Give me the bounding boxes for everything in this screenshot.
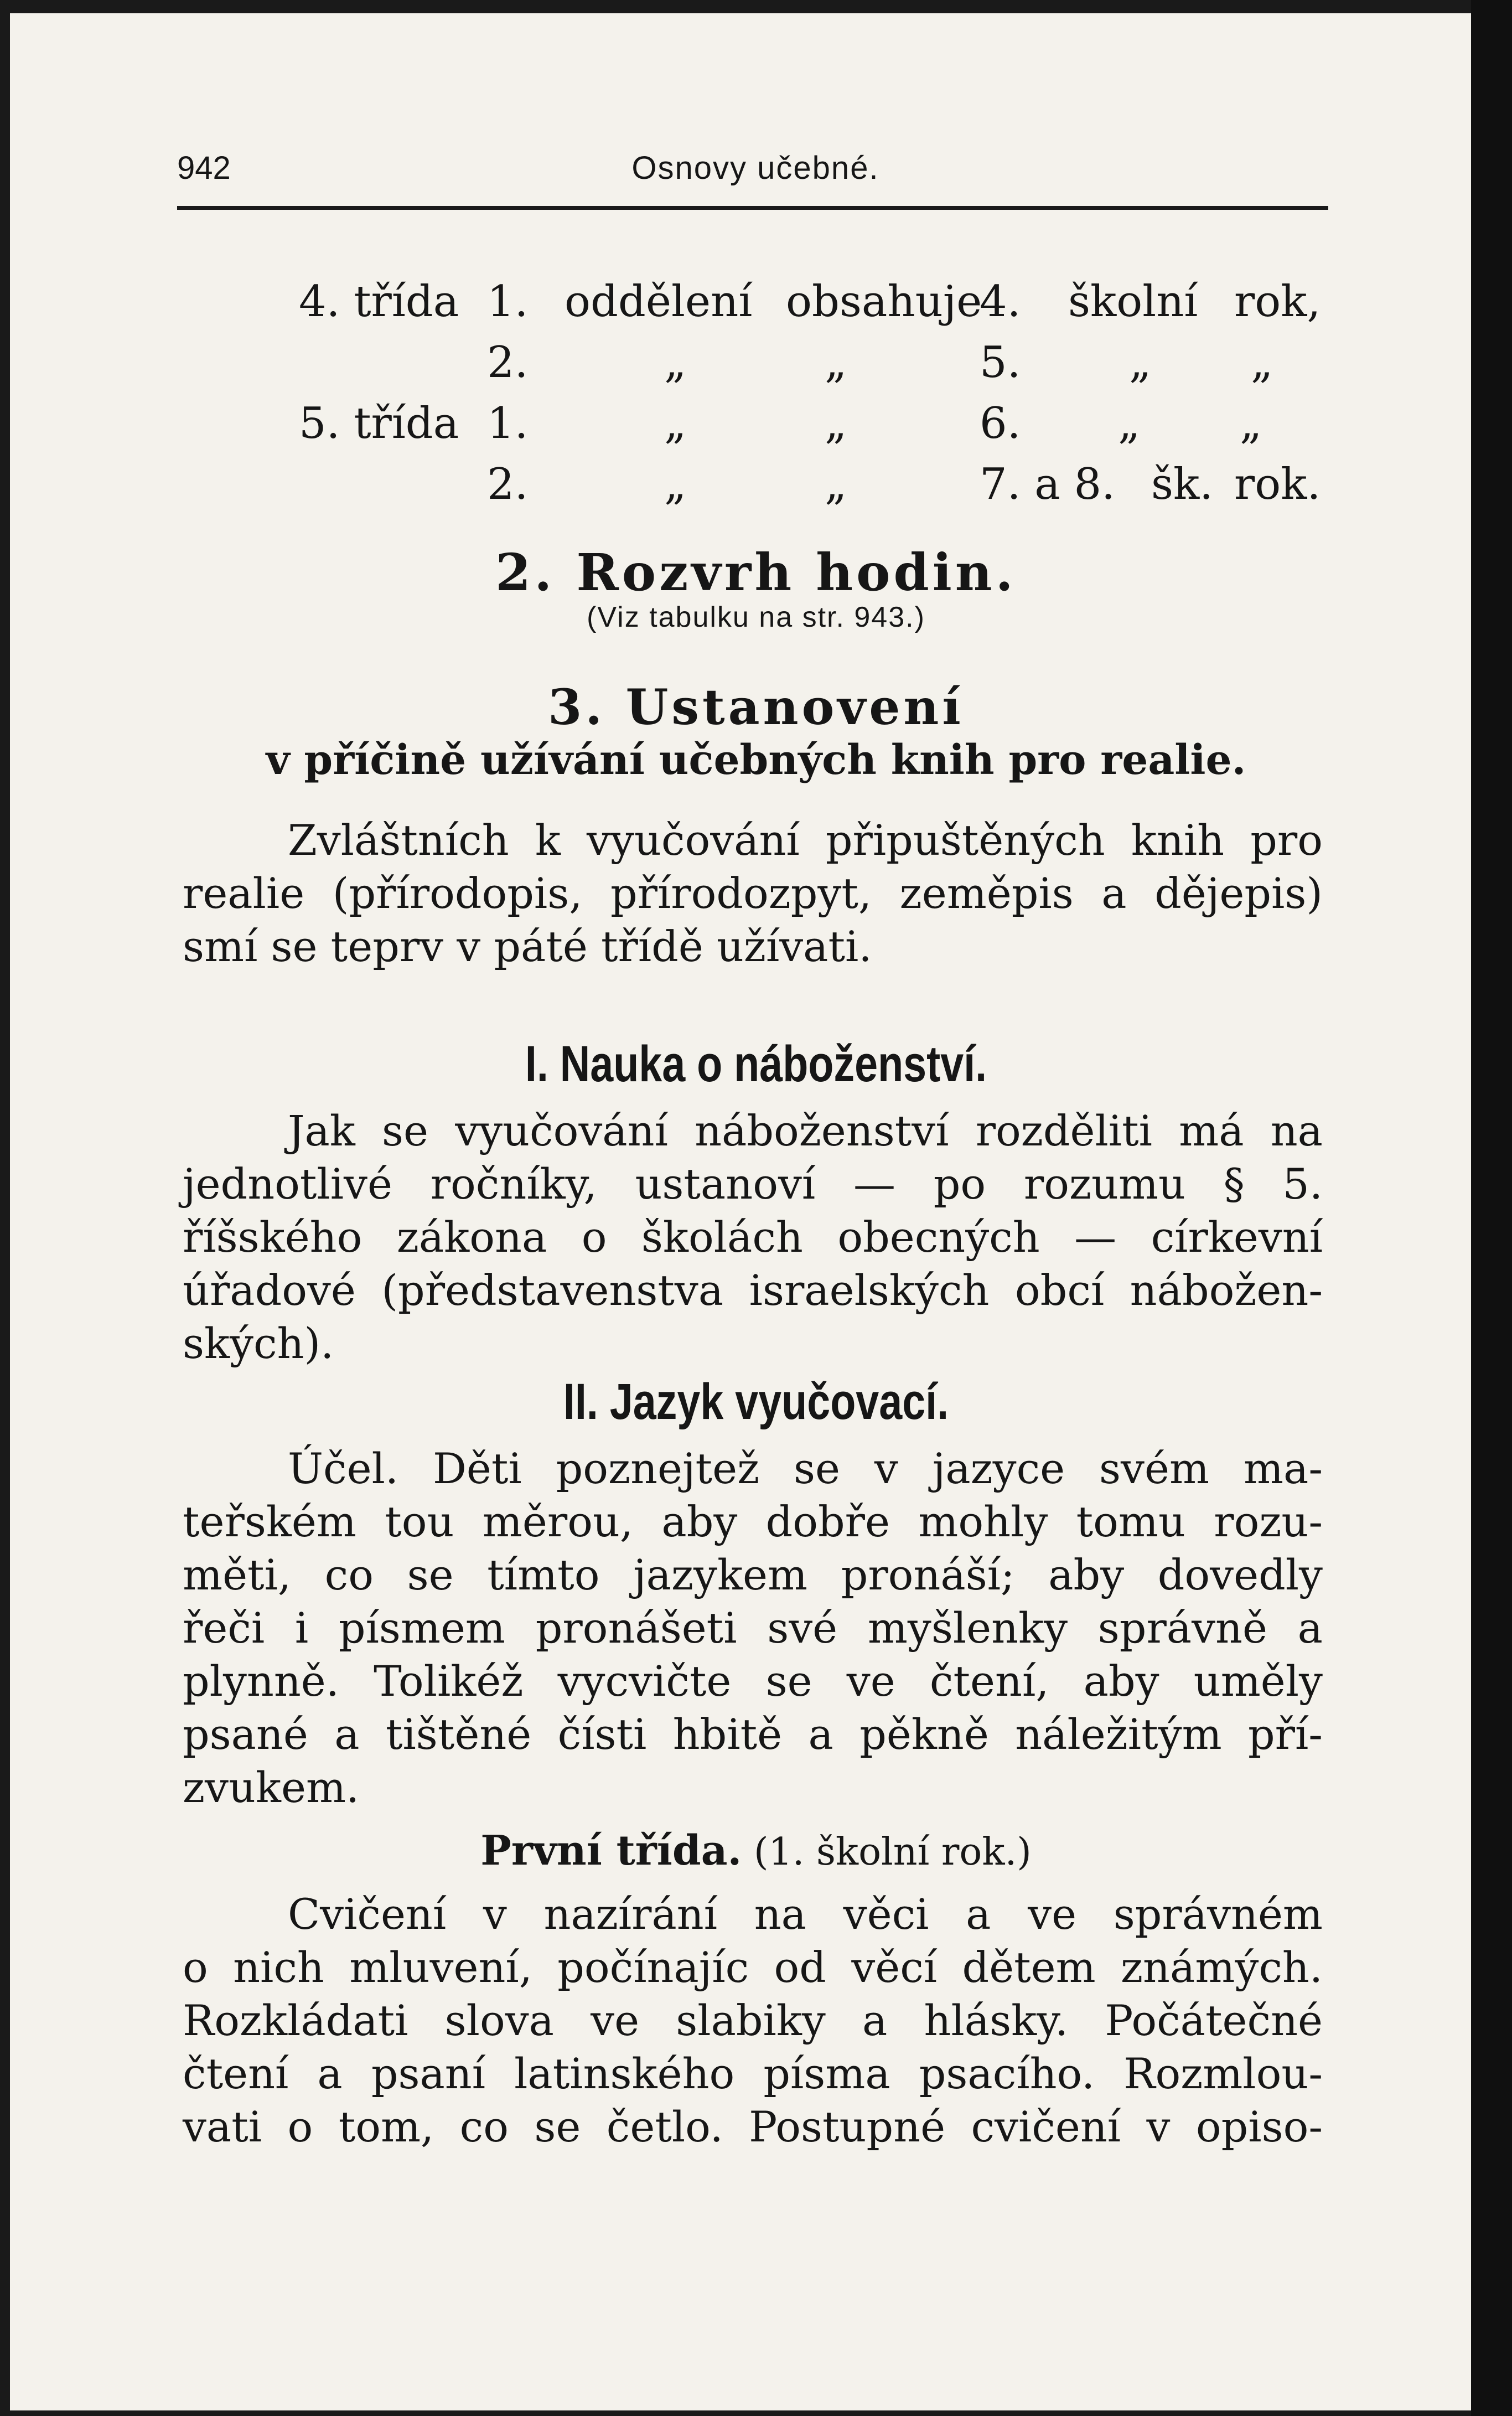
text-line: smí se teprv v páté třídě užívati. bbox=[183, 922, 872, 971]
sectionI-title: I. Nauka o náboženství. bbox=[525, 1036, 987, 1092]
text-line: Cvičení v nazírání na věci a ve správném bbox=[288, 1890, 1323, 1939]
table-cell: školní bbox=[1068, 277, 1198, 327]
table-cell: „ bbox=[825, 399, 847, 448]
page-number: 942 bbox=[177, 150, 231, 186]
table-cell: obsahuje bbox=[786, 277, 982, 327]
first-class-heading bbox=[0, 1827, 1512, 1875]
sectionII-title: II. Jazyk vyučovací. bbox=[563, 1374, 949, 1430]
sectionII-paragraph bbox=[183, 1442, 1323, 1814]
table-cell: 5. třída bbox=[299, 399, 459, 448]
text-line: ských). bbox=[183, 1319, 334, 1368]
table-cell: 1. bbox=[487, 277, 529, 327]
section3-subtitle: v příčině užívání učebných knih pro realie. bbox=[266, 736, 1246, 784]
section3-title: 3. Ustanovení bbox=[548, 678, 964, 736]
table-cell: 7. a 8. bbox=[980, 460, 1115, 509]
table-cell: „ bbox=[1118, 399, 1141, 448]
page-header bbox=[177, 149, 1334, 194]
text-line: Zvláštních k vyučování připuštěných knih pro bbox=[288, 815, 1323, 865]
table-cell: „ bbox=[1251, 338, 1273, 388]
text-line: Jak se vyučování náboženství rozděliti má na bbox=[288, 1106, 1323, 1155]
text-line: zvukem. bbox=[183, 1763, 360, 1812]
page-edge bbox=[1471, 0, 1512, 2416]
first-class-note: (1. školní rok.) bbox=[753, 1830, 1032, 1874]
table-cell: 4. bbox=[980, 277, 1021, 327]
text-line: Účel. Děti poznejtež se v jazyce svém ma- bbox=[288, 1444, 1323, 1493]
table-cell: rok. bbox=[1234, 460, 1321, 509]
table-cell: 6. bbox=[980, 399, 1021, 448]
text-line: čtení a psaní latinského písma psacího. Rozmlou- bbox=[183, 2049, 1323, 2098]
text-line: psané a tištěné čísti hbitě a pěkně náležitým pří- bbox=[183, 1710, 1323, 1759]
table-cell: oddělení bbox=[565, 277, 753, 327]
table-cell: rok, bbox=[1234, 277, 1321, 327]
table-cell: 4. třída bbox=[299, 277, 459, 327]
table-cell: „ bbox=[664, 399, 687, 448]
text-line: teřském tou měrou, aby dobře mohly tomu rozu- bbox=[183, 1497, 1323, 1546]
section3-paragraph bbox=[183, 814, 1323, 973]
table-cell: „ bbox=[1129, 338, 1152, 388]
table-cell: „ bbox=[664, 460, 687, 509]
text-line: plynně. Tolikéž vycvičte se ve čtení, aby uměly bbox=[183, 1656, 1323, 1706]
table-cell: 1. bbox=[487, 399, 529, 448]
text-line: Rozkládati slova ve slabiky a hlásky. Počátečné bbox=[183, 1996, 1323, 2045]
text-line: měti, co se tímto jazykem pronáší; aby dovedly bbox=[183, 1550, 1323, 1599]
first-class-title: První třída. bbox=[480, 1827, 742, 1875]
table-cell: „ bbox=[825, 460, 847, 509]
text-line: realie (přírodopis, přírodozpyt, zeměpis a dějepis) bbox=[183, 869, 1323, 918]
text-line: jednotlivé ročníky, ustanoví — po rozumu § 5. bbox=[183, 1159, 1323, 1209]
table-cell: „ bbox=[825, 338, 847, 388]
section2-subtitle: (Viz tabulku na str. 943.) bbox=[587, 601, 925, 633]
table-cell: 2. bbox=[487, 460, 529, 509]
text-line: vati o tom, co se četlo. Postupné cvičení v opiso- bbox=[183, 2102, 1323, 2151]
table-cell: 5. bbox=[980, 338, 1021, 388]
text-line: o nich mluvení, počínajíc od věcí dětem známých. bbox=[183, 1943, 1323, 1992]
first-class-paragraph bbox=[183, 1888, 1323, 2154]
text-line: úřadové (představenstva israelských obcí nábožen- bbox=[183, 1266, 1323, 1315]
table-cell: „ bbox=[664, 338, 687, 388]
running-title: Osnovy učebné. bbox=[631, 150, 879, 186]
sectionI-paragraph bbox=[183, 1104, 1323, 1370]
text-line: říšského zákona o školách obecných — církevní bbox=[183, 1212, 1323, 1262]
table-cell: šk. bbox=[1151, 460, 1214, 509]
section2-title: 2. Rozvrh hodin. bbox=[495, 543, 1017, 602]
header-rule bbox=[177, 206, 1328, 210]
text-line: řeči i písmem pronášeti své myšlenky správně a bbox=[183, 1603, 1323, 1653]
table-cell: 2. bbox=[487, 338, 529, 388]
table-cell: „ bbox=[1240, 399, 1262, 448]
